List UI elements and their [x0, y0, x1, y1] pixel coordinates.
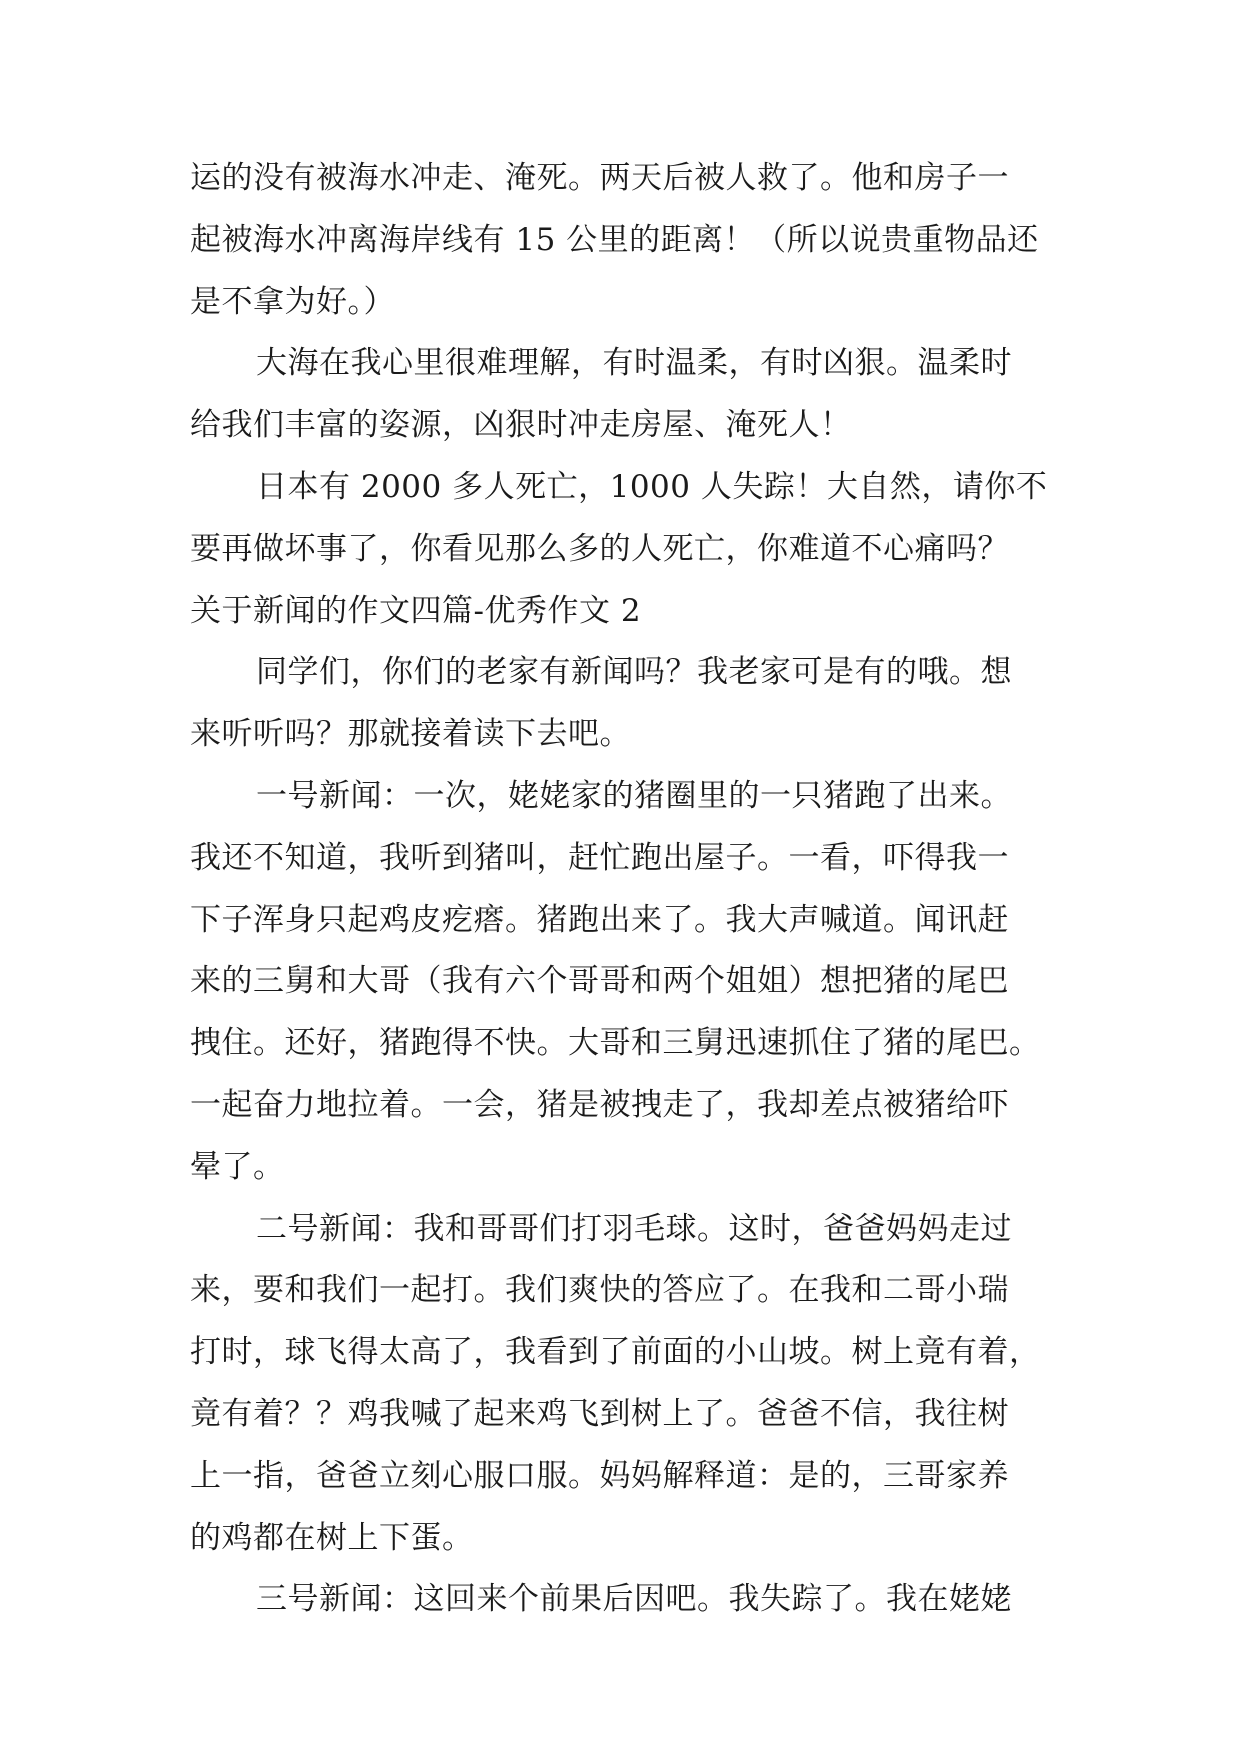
section-heading: 关于新闻的作文四篇-优秀作文 2: [190, 592, 642, 629]
text-line: 晕了。: [190, 1148, 285, 1185]
text-line: 起被海水冲离海岸线有 15 公里的距离！（所以说贵重物品还: [190, 221, 1039, 258]
body-text: [190, 148, 1060, 1631]
text-line: 来听听吗？那就接着读下去吧。: [190, 716, 631, 753]
text-line: 打时，球飞得太高了，我看到了前面的小山坡。树上竟有着，: [190, 1334, 1041, 1371]
text-line: 三号新闻：这回来个前果后因吧。我失踪了。我在姥姥: [256, 1581, 1012, 1618]
text-line: 日本有 2000 多人死亡，1000 人失踪！大自然，请你不: [256, 468, 1048, 505]
text-line: 下子浑身只起鸡皮疙瘩。猪跑出来了。我大声喊道。闻讯赶: [190, 901, 1009, 938]
text-line: 是不拿为好。）: [190, 283, 395, 320]
text-line: 我还不知道，我听到猪叫，赶忙跑出屋子。一看，吓得我一: [190, 839, 1009, 876]
text-line: 要再做坏事了，你看见那么多的人死亡，你难道不心痛吗？: [190, 530, 1009, 567]
text-line: 上一指，爸爸立刻心服口服。妈妈解释道：是的，三哥家养: [190, 1457, 1009, 1494]
text-line: 大海在我心里很难理解，有时温柔，有时凶狠。温柔时: [256, 345, 1012, 382]
text-line: 给我们丰富的姿源，凶狠时冲走房屋、淹死人！: [190, 407, 852, 444]
text-line: 的鸡都在树上下蛋。: [190, 1519, 474, 1556]
text-line: 二号新闻：我和哥哥们打羽毛球。这时，爸爸妈妈走过: [256, 1210, 1012, 1247]
text-line: 来的三舅和大哥（我有六个哥哥和两个姐姐）想把猪的尾巴: [190, 963, 1009, 1000]
text-line: 一号新闻：一次，姥姥家的猪圈里的一只猪跑了出来。: [256, 777, 1012, 814]
text-line: 竟有着？？鸡我喊了起来鸡飞到树上了。爸爸不信，我往树: [190, 1395, 1009, 1432]
text-line: 拽住。还好，猪跑得不快。大哥和三舅迅速抓住了猪的尾巴。: [190, 1025, 1041, 1062]
text-line: 同学们，你们的老家有新闻吗？我老家可是有的哦。想: [256, 654, 1012, 691]
text-line: 来，要和我们一起打。我们爽快的答应了。在我和二哥小瑞: [190, 1272, 1009, 1309]
text-line: 一起奋力地拉着。一会，猪是被拽走了，我却差点被猪给吓: [190, 1086, 1009, 1123]
text-line: 运的没有被海水冲走、淹死。两天后被人救了。他和房子一: [190, 160, 1009, 196]
